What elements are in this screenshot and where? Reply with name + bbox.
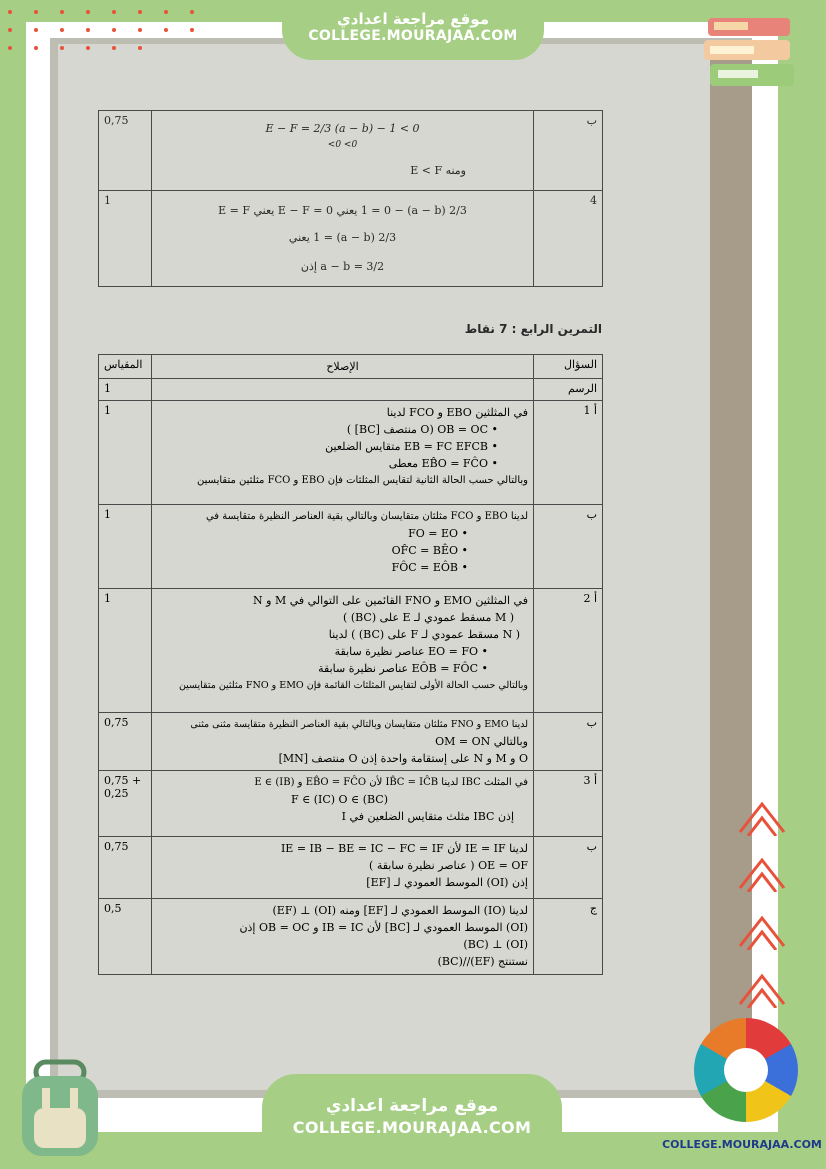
question-cell: ب — [534, 505, 603, 589]
mark-cell: 0,75 — [99, 111, 152, 191]
solution-table-continued — [98, 110, 603, 287]
table-row — [99, 837, 603, 899]
school-logo-icon — [694, 1018, 798, 1122]
chevron-up-icon — [736, 968, 788, 1008]
solution-line: (OI) ⊥ (BC) — [463, 938, 528, 951]
mark-cell: 1 — [99, 589, 152, 713]
solution-line: لدينا (IO) الموسط العمودي لـ [EF] ومنه (OI) ⊥ (EF) — [272, 904, 528, 917]
solution-line: ومنه E < F — [410, 164, 466, 177]
solution-cell — [152, 191, 534, 287]
logo-caption[interactable]: COLLEGE.MOURAJAA.COM — [662, 1138, 822, 1151]
question-cell: ج — [534, 899, 603, 975]
solution-line: نستنتج (EF)//(BC) — [437, 955, 528, 968]
chevron-up-icon — [736, 910, 788, 950]
solution-line: إذن IBC مثلث متقايس الضلعين في I — [341, 810, 514, 823]
mark-cell: 1 — [99, 379, 152, 401]
solution-line: لدينا EBO و FCO مثلثان متقايسان وبالتالي بقية العناصر النظيرة متقايسة في — [205, 511, 528, 522]
site-banner-bottom[interactable] — [262, 1074, 562, 1149]
site-url[interactable]: COLLEGE.MOURAJAA.COM — [308, 28, 518, 44]
solution-cell — [152, 713, 534, 771]
table-row — [99, 111, 603, 191]
solution-line: • OB = OC (O منتصف [BC] ) — [346, 423, 498, 436]
exercise-title: التمرين الرابع : 7 نقاط — [464, 322, 602, 336]
solution-cell — [152, 589, 534, 713]
question-cell: ب — [534, 111, 603, 191]
table-row — [99, 191, 603, 287]
solution-line: في المثلثين EMO و FNO القائمين على التوالي في M و N — [253, 594, 528, 607]
mark-cell: 0,75 — [99, 713, 152, 771]
question-cell: الرسم — [534, 379, 603, 401]
solution-line: ( N مسقط عمودي لـ F على (BC) ) لدينا — [328, 628, 520, 641]
solution-line: وبالتالي حسب الحالة الثانية لتقايس المثلثات فإن EBO و FCO مثلثين متقايسين — [197, 475, 528, 486]
decorative-dots-icon — [0, 4, 210, 54]
table-row — [99, 401, 603, 505]
header-question: السؤال — [534, 355, 603, 379]
solution-line: a − b = 3/2 إذن — [300, 260, 385, 273]
mark-cell: 1 — [99, 401, 152, 505]
solution-line: • OF̂C = BÊO — [391, 544, 468, 557]
table-row — [99, 379, 603, 401]
solution-line: <0 <0 — [327, 140, 358, 150]
solution-line: • EO = FO عناصر نظيرة سابقة — [334, 645, 488, 658]
table-row — [99, 771, 603, 837]
solution-line: E − F = 2/3 (a − b) − 1 < 0 — [265, 122, 420, 135]
solution-line: وبالتالي OM = ON — [435, 735, 528, 748]
solution-line: لدينا IE = IF لأن IE = IB − BE = IC − FC = IF — [280, 842, 528, 855]
table-header-row — [99, 355, 603, 379]
table-row — [99, 589, 603, 713]
mark-cell: 0,75 + 0,25 — [99, 771, 152, 837]
site-banner-top[interactable] — [282, 0, 544, 60]
solution-line: OE = OF ( عناصر نظيرة سابقة ) — [369, 859, 528, 872]
solution-line: • FÔC = EÔB — [391, 561, 468, 574]
solution-line: (OI) الموسط العمودي لـ [BC] لأن IB = IC و OB = OC إذن — [239, 921, 528, 934]
solution-table-exercise-4 — [98, 354, 603, 975]
solution-line: • EB̂O = FĈO معطى — [388, 457, 498, 470]
chevron-up-icon — [736, 796, 788, 836]
solution-cell — [152, 379, 534, 401]
solution-line: 2/3 (a − b) − 1 = 0 يعني E − F = 0 يعني E = F — [218, 204, 467, 217]
solution-line: F ∈ (IC) O ∈ (BC) — [290, 793, 388, 806]
solution-line: • EÔB = FÔC عناصر نظيرة سابقة — [318, 662, 488, 675]
solution-cell — [152, 837, 534, 899]
question-cell: 3 أ — [534, 771, 603, 837]
solution-cell — [152, 401, 534, 505]
solution-line: وبالتالي حسب الحالة الأولى لتقايس المثلثات القائمة فإن EMO و FNO مثلثين متقايسين — [178, 680, 528, 691]
solution-line: في المثلثين EBO و FCO لدينا — [386, 406, 528, 419]
mark-cell: 0,5 — [99, 899, 152, 975]
solution-cell — [152, 771, 534, 837]
table-row — [99, 505, 603, 589]
chevron-up-icon — [736, 852, 788, 892]
solution-line: • FO = EO — [408, 527, 468, 540]
question-cell: ب — [534, 713, 603, 771]
mark-cell: 1 — [99, 505, 152, 589]
table-row — [99, 713, 603, 771]
site-name-ar: موقع مراجعة اعدادي — [337, 10, 489, 28]
question-cell: 4 — [534, 191, 603, 287]
solution-cell — [152, 899, 534, 975]
solution-cell — [152, 505, 534, 589]
solution-line: لدينا EMO و FNO مثلثان متقايسان وبالتالي بقية العناصر النظيرة متقايسة مثنى مثنى — [190, 719, 528, 730]
solution-line: 2/3 (a − b) = 1 يعني — [288, 231, 397, 244]
solution-line: ( M مسقط عمودي لـ E على (BC) ) — [343, 611, 514, 624]
mark-cell: 0,75 — [99, 837, 152, 899]
header-solution: الإصلاح — [152, 355, 534, 379]
table-row — [99, 899, 603, 975]
solution-line: • EB = FC EFCB متقايس الضلعين — [325, 440, 498, 453]
solution-line: إذن (OI) الموسط العمودي لـ [EF] — [366, 876, 528, 889]
question-cell: 2 أ — [534, 589, 603, 713]
solution-line: O و M و N على إستقامة واحدة إذن O منتصف [MN] — [278, 752, 528, 765]
site-url[interactable]: COLLEGE.MOURAJAA.COM — [292, 1118, 532, 1137]
site-name-ar: موقع مراجعة اعدادي — [325, 1096, 499, 1116]
question-cell: ب — [534, 837, 603, 899]
header-mark: المقياس — [99, 355, 152, 379]
question-cell: أ 1 — [534, 401, 603, 505]
solution-cell — [152, 111, 534, 191]
mark-cell: 1 — [99, 191, 152, 287]
backpack-icon — [14, 1058, 106, 1158]
solution-line: في المثلث IBC لدينا IB̂C = IĈB لأن EB̂O = FĈO و E ∈ (IB) — [254, 777, 528, 788]
books-icon — [700, 10, 804, 96]
